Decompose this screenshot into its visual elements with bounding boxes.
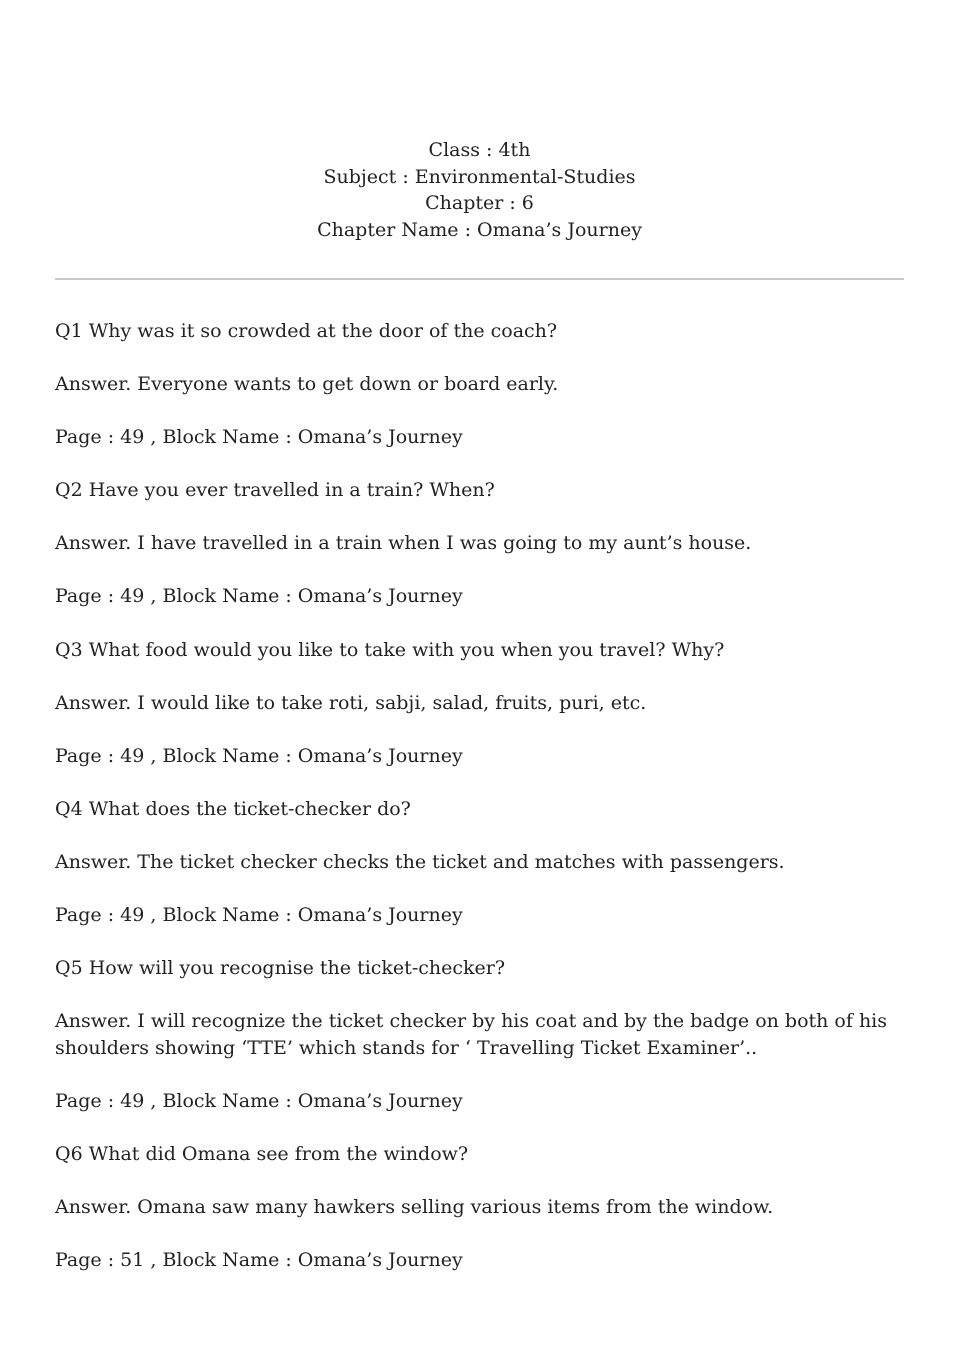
answer-4: Answer. The ticket checker checks the ticket and matches with passengers. [55, 850, 785, 873]
reference-4: Page : 49 , Block Name : Omana’s Journey [55, 904, 463, 927]
header-divider [55, 278, 904, 280]
answer-6: Answer. Omana saw many hawkers selling various items from the window. [55, 1196, 774, 1219]
reference-5: Page : 49 , Block Name : Omana’s Journey [55, 1089, 463, 1112]
question-3: Q3 What food would you like to take with you when you travel? Why? [55, 638, 725, 661]
question-2: Q2 Have you ever travelled in a train? When? [55, 479, 495, 502]
subject-line: Subject : Environmental-Studies [323, 165, 636, 188]
question-4: Q4 What does the ticket-checker do? [55, 797, 411, 820]
reference-6: Page : 51 , Block Name : Omana’s Journey [55, 1249, 463, 1272]
answer-2: Answer. I have travelled in a train when I was going to my aunt’s house. [55, 532, 752, 555]
question-1: Q1 Why was it so crowded at the door of the coach? [55, 320, 558, 342]
answer-5: Answer. I will recognize the ticket checker by his coat and by the badge on both of his shoulders showing ‘TTE’ which stands for ‘ Travelling Ticket Examiner’.. [55, 1010, 888, 1059]
chapter-line: Chapter : 6 [425, 192, 534, 215]
reference-3: Page : 49 , Block Name : Omana’s Journey [55, 744, 463, 767]
question-list [55, 318, 905, 1300]
reference-1: Page : 49 , Block Name : Omana’s Journey [55, 426, 463, 449]
chapter-name-line: Chapter Name : Omana’s Journey [317, 218, 642, 241]
reference-2: Page : 49 , Block Name : Omana’s Journey [55, 585, 463, 608]
question-5: Q5 How will you recognise the ticket-checker? [55, 957, 506, 980]
answer-3: Answer. I would like to take roti, sabji, salad, fruits, puri, etc. [55, 691, 647, 714]
question-6: Q6 What did Omana see from the window? [55, 1143, 469, 1165]
answer-1: Answer. Everyone wants to get down or board early. [55, 373, 559, 396]
class-line: Class : 4th [428, 139, 531, 161]
document-header [0, 137, 959, 243]
